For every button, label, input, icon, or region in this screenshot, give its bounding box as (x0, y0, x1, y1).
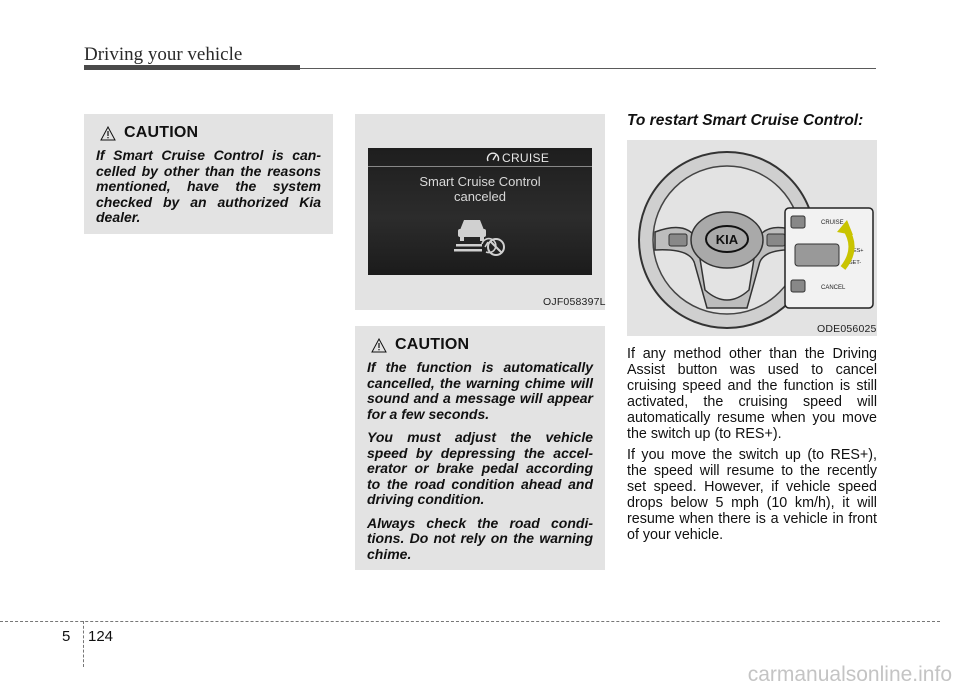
warning-triangle-icon (100, 126, 116, 141)
car-canceled-icon (450, 208, 510, 258)
restart-heading: To restart Smart Cruise Control: (627, 112, 864, 129)
figure-code: ODE056025 (817, 323, 877, 335)
section-title: Driving your vehicle (84, 44, 243, 65)
caution-header (96, 124, 321, 142)
caution-paragraph: You must adjust the vehicle speed by depressing the accel-erator or brake pedal according to the road condition ahead and driving condition. (367, 429, 593, 507)
chapter-number: 5 (62, 628, 71, 645)
restart-paragraph: If any method other than the Driving Assist button was used to cancel cruising speed and the function is still activated, the cruising speed will automatically resume when you move the switch up (to RES+). (627, 346, 877, 442)
display-message-line1: Smart Cruise Control (419, 174, 541, 189)
header-rule-thick (84, 65, 300, 70)
caution-paragraph: If Smart Cruise Control is can-celled by other than the reasons mentioned, have the system checked by an authorized Kia dealer. (96, 147, 321, 225)
speedometer-icon (486, 151, 500, 163)
caution-body (96, 148, 321, 226)
cruise-indicator-label: CRUISE (502, 151, 550, 165)
figure-code: OJF058397L (543, 296, 606, 308)
caution-paragraph: Always check the road condi-tions. Do not rely on the warning chime. (367, 514, 593, 562)
cluster-display-screen (368, 148, 592, 275)
header-rule-thin (300, 68, 876, 69)
kia-logo: KIA (715, 232, 739, 247)
caution-title: CAUTION (124, 124, 199, 141)
caution-body (367, 360, 593, 562)
display-message-line2: canceled (453, 189, 507, 204)
restart-paragraph: If you move the switch up (to RES+), the speed will resume to the recently set speed. However, if vehicle speed drops below 5 mph (10 km/h), it will resume when there is a vehicle in front of your vehicle. (627, 447, 877, 543)
caution-title: CAUTION (395, 336, 470, 353)
footer-rule (0, 621, 940, 622)
switch-label-res: RES+ (849, 248, 864, 254)
warning-triangle-icon (371, 338, 387, 353)
page-number: 124 (88, 628, 114, 645)
switch-label-cruise: CRUISE (821, 220, 844, 226)
switch-label-cancel: CANCEL (821, 285, 846, 291)
caution-box-middle (355, 326, 605, 570)
caution-box-left (84, 114, 333, 234)
watermark: carmanualsonline.info (747, 663, 952, 686)
steering-wheel-illustration (627, 140, 877, 336)
footer-divider (83, 621, 84, 667)
caution-paragraph: If the function is automatically cancelled, the warning chime will sound and a message will appear for a few seconds. (367, 359, 593, 422)
switch-label-set: SET- (849, 260, 862, 266)
display-separator (368, 166, 592, 167)
caution-header (367, 336, 593, 354)
